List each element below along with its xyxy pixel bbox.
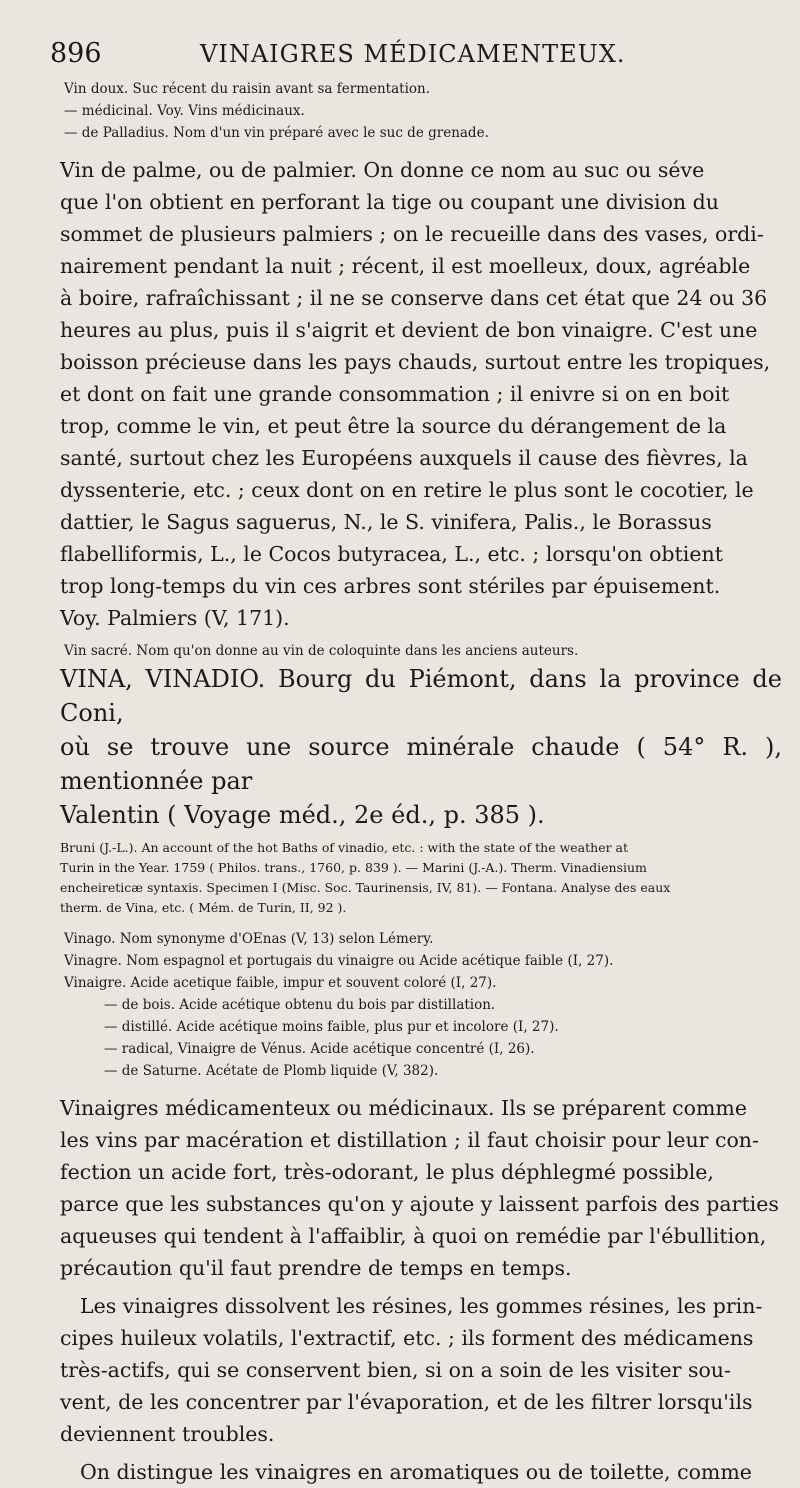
bib-line: encheireticæ syntaxis. Specimen I (Misc. Soc. Taurinensis, IV, 81). — Fontana. Analyse des eaux xyxy=(60,880,671,895)
text-line: Vinaigres médicamenteux ou médicinaux. Ils se préparent comme xyxy=(60,1096,748,1120)
text-line: à boire, rafraîchissant ; il ne se conserve dans cet état que 24 ou 36 xyxy=(60,286,768,310)
entry-vinaigre: Vinaigre. Acide acetique faible, impur et souvent coloré (I, 27). xyxy=(64,975,497,991)
entry-vina xyxy=(60,662,782,832)
text-line: deviennent troubles. xyxy=(60,1422,275,1446)
text-line: que l'on obtient en perforant la tige ou coupant une division du xyxy=(60,190,719,214)
text-line: les vins par macération et distillation ; il faut choisir pour leur con- xyxy=(60,1128,759,1152)
text-line: VINA, VINADIO. Bourg du Piémont, dans la province de Coni, xyxy=(60,665,782,727)
text-line: fection un acide fort, très-odorant, le plus déphlegmé possible, xyxy=(60,1160,714,1184)
text-line: sommet de plusieurs palmiers ; on le recueille dans des vases, ordi- xyxy=(60,222,764,246)
text-line: où se trouve une source minérale chaude ( 54° R. ), mentionnée par xyxy=(60,733,782,795)
entry-vinagre: Vinagre. Nom espagnol et portugais du vinaigre ou Acide acétique faible (I, 27). xyxy=(64,953,614,969)
entry-vinaigre-sub: — distillé. Acide acétique moins faible, plus pur et incolore (I, 27). xyxy=(104,1019,559,1035)
entry-vin-sacre: Vin sacré. Nom qu'on donne au vin de coloquinte dans les anciens auteurs. xyxy=(64,643,579,659)
text-line: dattier, le Sagus saguerus, N., le S. vinifera, Palis., le Borassus xyxy=(60,510,712,534)
entry-vinaigre-sub: — de Saturne. Acétate de Plomb liquide (V, 382). xyxy=(104,1063,439,1079)
text-line: dyssenterie, etc. ; ceux dont on en retire le plus sont le cocotier, le xyxy=(60,478,754,502)
bib-line: Turin in the Year. 1759 ( Philos. trans., 1760, p. 839 ). — Marini (J.-A.). Therm. Vinadiensium xyxy=(60,860,647,875)
entry-vin-de-palme xyxy=(60,154,782,634)
text-line: nairement pendant la nuit ; récent, il est moelleux, doux, agréable xyxy=(60,254,751,278)
entry-vinago-group xyxy=(60,928,782,1082)
text-line: On distingue les vinaigres en aromatiques ou de toilette, comme xyxy=(80,1460,752,1484)
text-line: vent, de les concentrer par l'évaporation, et de les filtrer lorsqu'ils xyxy=(60,1390,753,1414)
text-line: aqueuses qui tendent à l'affaiblir, à quoi on remédie par l'ébullition, xyxy=(60,1224,767,1248)
entry-vinaigres-medicamenteux xyxy=(60,1092,782,1488)
text-line: Valentin ( Voyage méd., 2e éd., p. 385 ). xyxy=(60,801,545,829)
entry-vin-doux: Vin doux. Suc récent du raisin avant sa fermentation. — médicinal. Voy. Vins médicinaux. — de Palladius. Nom d'un vin préparé avec le suc de grenade. xyxy=(60,78,782,144)
text-line: flabelliformis, L., le Cocos butyracea, L., etc. ; lorsqu'on obtient xyxy=(60,542,723,566)
bibliography-vina xyxy=(60,838,782,918)
text-line: Les vinaigres dissolvent les résines, les gommes résines, les prin- xyxy=(80,1294,763,1318)
text-line: heures au plus, puis il s'aigrit et devient de bon vinaigre. C'est une xyxy=(60,318,758,342)
entry-vin-palladius: — de Palladius. Nom d'un vin préparé avec le suc de grenade. xyxy=(64,125,489,141)
bib-line: Bruni (J.-L.). An account of the hot Baths of vinadio, etc. : with the state of the weather at xyxy=(60,840,629,855)
text-line: et dont on fait une grande consommation ; il enivre si on en boit xyxy=(60,382,730,406)
text-line: cipes huileux volatils, l'extractif, etc. ; ils forment des médicamens xyxy=(60,1326,754,1350)
text-line: trop long-temps du vin ces arbres sont stériles par épuisement. xyxy=(60,574,721,598)
text-line: boisson précieuse dans les pays chauds, surtout entre les tropiques, xyxy=(60,350,771,374)
text-line: trop, comme le vin, et peut être la source du dérangement de la xyxy=(60,414,727,438)
page-header xyxy=(50,38,782,72)
entry-vinaigre-sub: — de bois. Acide acétique obtenu du bois par distillation. xyxy=(104,997,496,1013)
bib-line: therm. de Vina, etc. ( Mém. de Turin, II, 92 ). xyxy=(60,900,347,915)
text-line: précaution qu'il faut prendre de temps en temps. xyxy=(60,1256,572,1280)
text-line: santé, surtout chez les Européens auxquels il cause des fièvres, la xyxy=(60,446,748,470)
text-line: très-actifs, qui se conservent bien, si on a soin de les visiter sou- xyxy=(60,1358,731,1382)
text-line: Vin de palme, ou de palmier. On donne ce nom au suc ou séve xyxy=(60,158,705,182)
entry-vinaigre-sub: — radical, Vinaigre de Vénus. Acide acétique concentré (I, 26). xyxy=(104,1041,535,1057)
entry-vinago: Vinago. Nom synonyme d'OEnas (V, 13) selon Lémery. xyxy=(64,931,434,947)
page-number: 896 xyxy=(50,38,102,69)
text-line: parce que les substances qu'on y ajoute y laissent parfois des parties xyxy=(60,1192,779,1216)
entry-vin-medicinal: — médicinal. Voy. Vins médicinaux. xyxy=(64,103,305,119)
text-line: Voy. Palmiers (V, 171). xyxy=(60,606,290,630)
running-title: VINAIGRES MÉDICAMENTEUX. xyxy=(200,40,626,68)
